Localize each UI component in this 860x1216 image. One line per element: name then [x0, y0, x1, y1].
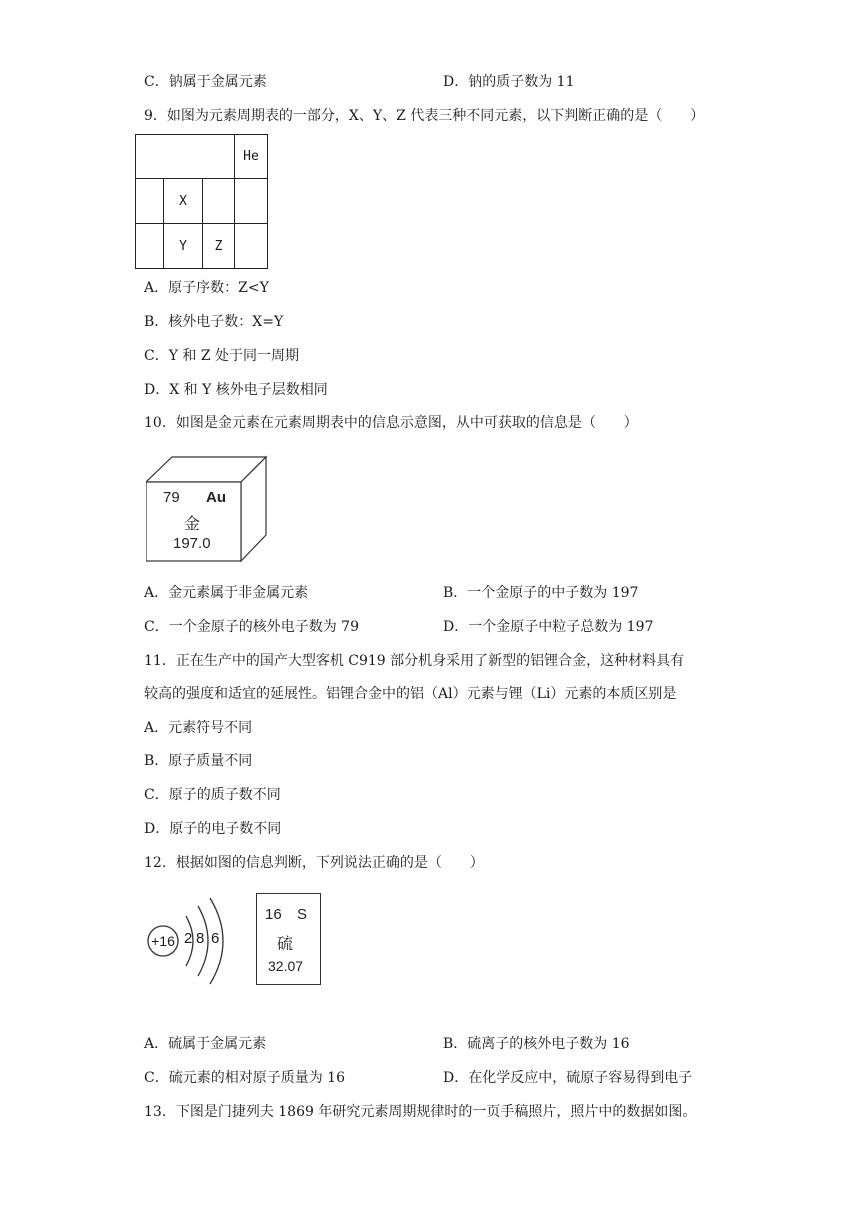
q8-option-d: D．钠的质子数为 11 — [443, 74, 575, 90]
q9-option-d: D．X 和 Y 核外电子层数相同 — [144, 382, 328, 398]
q10-option-b: B．一个金原子的中子数为 197 — [443, 585, 639, 601]
sulfur-name: 硫 — [277, 936, 294, 953]
cell-y: Y — [164, 224, 203, 269]
q12-option-b: B．硫离子的核外电子数为 16 — [443, 1036, 630, 1052]
sulfur-mass: 32.07 — [268, 958, 304, 974]
q11-option-c: C．原子的质子数不同 — [144, 787, 281, 803]
gold-atomic-number: 79 — [163, 489, 180, 506]
sulfur-atom-structure — [144, 890, 236, 990]
sulfur-element-cell — [256, 893, 321, 985]
q9-option-b: B．核外电子数：X=Y — [144, 314, 284, 330]
gold-symbol: Au — [206, 489, 226, 506]
q11-stem-line1: 11．正在生产中的国产大型客机 C919 部分机身采用了新型的铝锂合金，这种材料具有 — [144, 653, 685, 669]
nucleus-charge: +16 — [151, 933, 175, 949]
q9-option-c: C．Y 和 Z 处于同一周期 — [144, 348, 300, 364]
periodic-table-fragment — [135, 134, 268, 269]
q11-option-b: B．原子质量不同 — [144, 753, 253, 769]
q12-stem: 12．根据如图的信息判断，下列说法正确的是（ ） — [144, 855, 484, 871]
q10-option-c: C．一个金原子的核外电子数为 79 — [144, 619, 359, 635]
gold-name: 金 — [184, 516, 201, 533]
q11-option-d: D．原子的电子数不同 — [144, 821, 282, 837]
q10-option-d: D．一个金原子中粒子总数为 197 — [443, 619, 654, 635]
q10-stem: 10．如图是金元素在元素周期表中的信息示意图，从中可获取的信息是（ ） — [144, 415, 638, 431]
shell-1-electrons: 2 — [184, 930, 193, 947]
shell-2-electrons: 8 — [196, 930, 205, 947]
sulfur-symbol: S — [297, 906, 308, 923]
q10-option-a: A．金元素属于非金属元素 — [144, 585, 309, 601]
q13-stem: 13．下图是门捷列夫 1869 年研究元素周期规律时的一页手稿照片，照片中的数据如图。 — [144, 1104, 697, 1120]
q12-option-d: D．在化学反应中，硫原子容易得到电子 — [443, 1070, 693, 1086]
cell-x: X — [164, 179, 203, 224]
cell-z: Z — [203, 224, 235, 269]
cell-he: He — [235, 135, 268, 179]
gold-element-cube — [146, 455, 268, 565]
q12-option-a: A．硫属于金属元素 — [144, 1036, 267, 1052]
q9-option-a: A．原子序数：Z<Y — [144, 280, 269, 296]
q11-option-a: A．元素符号不同 — [144, 720, 253, 736]
q8-option-c: C．钠属于金属元素 — [144, 74, 267, 90]
q11-stem-line2: 较高的强度和适宜的延展性。铝锂合金中的铝（Al）元素与锂（Li）元素的本质区别是 — [144, 686, 677, 702]
shell-3-electrons: 6 — [211, 930, 220, 947]
gold-mass: 197.0 — [173, 535, 211, 552]
q9-stem: 9．如图为元素周期表的一部分，X、Y、Z 代表三种不同元素，以下判断正确的是（ ） — [144, 108, 705, 124]
sulfur-atomic-number: 16 — [265, 906, 282, 923]
q12-option-c: C．硫元素的相对原子质量为 16 — [144, 1070, 345, 1086]
